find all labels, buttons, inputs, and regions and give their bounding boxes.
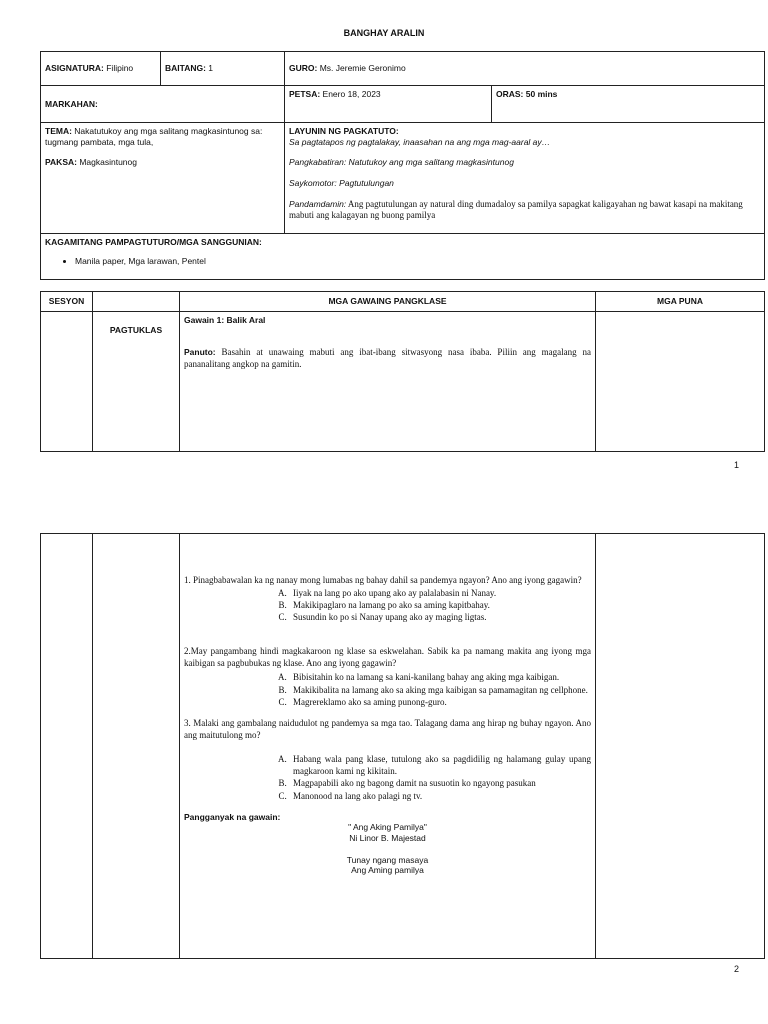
- asignatura-cell: [41, 52, 161, 86]
- puna-cell: [596, 312, 765, 452]
- baitang-value: 1: [205, 63, 214, 74]
- question-2-option-a: A. Bibisitahin ko na lamang sa kani-kanilang bahay ang aking mga kaibigan.: [289, 671, 591, 683]
- layunin-label: LAYUNIN NG PAGKATUTO:: [289, 126, 399, 136]
- layunin-cell: [285, 123, 765, 234]
- document-title: BANGHAY ARALIN: [343, 28, 425, 38]
- baitang-label: BAITANG:: [165, 63, 206, 74]
- question-2-option-b: B. Makikibalita na lamang ako sa aking mga kaibigan sa pamamagitan ng cellphone.: [289, 684, 591, 696]
- markahan-label: MARKAHAN:: [45, 98, 98, 109]
- header-info-table: [40, 51, 765, 280]
- pandamdamin-label: Pandamdamin:: [289, 198, 347, 209]
- paksa-label: PAKSA:: [45, 157, 77, 168]
- lesson-table-page1: [40, 291, 765, 452]
- question-3-option-a: A. Habang wala pang klase, tutulong ako sa pagdidilig ng halamang gulay upang magkaroon kami ng kikitain.: [289, 753, 591, 777]
- gawain1-title: Gawain 1: Balik Aral: [184, 315, 266, 325]
- question-1-option-b: B. Makikipaglaro na lamang po ako sa aming kapitbahay.: [289, 600, 591, 612]
- question-3-options: [184, 753, 591, 802]
- asignatura-value: Filipino: [103, 63, 134, 74]
- kagamitan-cell: [41, 234, 765, 280]
- asignatura-label: ASIGNATURA:: [45, 63, 104, 74]
- oras-label: ORAS: 50 mins: [496, 89, 558, 99]
- page-number-2: 2: [734, 964, 740, 974]
- sesyon-cell-2: [41, 534, 93, 959]
- kagamitan-label: KAGAMITANG PAMPAGTUTURO/MGA SANGGUNIAN:: [45, 237, 262, 247]
- puna-cell-2: [596, 534, 765, 959]
- header-empty: [93, 292, 180, 312]
- header-gawain: MGA GAWAING PANGKLASE: [180, 292, 596, 312]
- paksa-value: Magkasintunog: [76, 157, 137, 168]
- panuto-text: Basahin at unawaing mabuti ang ibat-ibang sitwasyong nasa ibaba. Piliin ang magalang na pananalitang angkop na gamitin.: [184, 346, 591, 370]
- pagtuklas-label: PAGTUKLAS: [93, 312, 180, 452]
- kagamitan-item: • Manila paper, Mga larawan, Pentel: [75, 256, 760, 267]
- petsa-cell: [285, 86, 492, 123]
- pandamdamin-text: Ang pagtutulungan ay natural ding dumadaloy sa pamilya sapagkat kaligayahan ng bawat kasapi na makitang mabuti ang kalagayan ng buong pamilya: [289, 198, 743, 221]
- page-number-1: 1: [734, 460, 740, 470]
- guro-value: Ms. Jeremie Geronimo: [317, 63, 406, 74]
- poem-line-2: Ang Aming pamilya: [351, 865, 424, 876]
- question-2: 2.May pangambang hindi magkakaroon ng klase sa eskwelahan. Sabik ka pa namang makita ang iyong mga kaibigan sa pagbubukas ng klase. Ano ang iyong gagawin?: [184, 646, 591, 669]
- question-1: 1. Pinagbabawalan ka ng nanay mong lumabas ng bahay dahil sa pandemya ngayon? Ano ang iyong gagawin?: [184, 575, 582, 585]
- question-3-option-c: C. Manonood na lang ako palagi ng tv.: [289, 790, 591, 802]
- gawain-cell: [180, 312, 596, 452]
- question-1-options: [184, 588, 591, 623]
- layunin-saykomotor: Saykomotor: Pagtutulungan: [289, 177, 394, 188]
- question-2-options: [184, 671, 591, 707]
- layunin-intro: Sa pagtatapos ng pagtalakay, inaasahan na ang mga mag-aaral ay…: [289, 136, 551, 147]
- gawain-cell-2: [180, 534, 596, 959]
- question-2-option-c: C. Magrereklamo ako sa aming punong-guro.: [289, 696, 591, 708]
- baitang-cell: [161, 52, 285, 86]
- petsa-value: Enero 18, 2023: [320, 89, 381, 99]
- tema-paksa-cell: [41, 123, 285, 234]
- guro-cell: [285, 52, 765, 86]
- header-sesyon: SESYON: [41, 292, 93, 312]
- pangganyak-label: Pangganyak na gawain:: [184, 811, 281, 822]
- tema-label: TEMA:: [45, 126, 72, 136]
- tema-value: Nakatutukoy ang mga salitang magkasintunog sa: tugmang pambata, mga tula,: [45, 126, 263, 147]
- guro-label: GURO:: [289, 63, 318, 74]
- lesson-table-page2: [40, 533, 765, 959]
- poem-author: Ni Linor B. Majestad: [349, 833, 426, 843]
- poem-title: " Ang Aking Pamilya": [348, 822, 427, 833]
- markahan-cell: [41, 86, 285, 123]
- oras-cell: [492, 86, 765, 123]
- petsa-label: PETSA:: [289, 89, 321, 99]
- label-cell-2: [93, 534, 180, 959]
- question-1-option-a: A. Iiyak na lang po ako upang ako ay palalabasin ni Nanay.: [289, 588, 591, 600]
- question-1-option-c: C. Susundin ko po si Nanay upang ako ay maging ligtas.: [289, 612, 591, 624]
- header-puna: MGA PUNA: [596, 292, 765, 312]
- layunin-pangkabatiran: Pangkabatiran: Natutukoy ang mga salitang magkasintunog: [289, 157, 514, 168]
- question-3-option-b: B. Magpapabili ako ng bagong damit na susuotin ko ngayong pasukan: [289, 777, 591, 789]
- question-3: 3. Malaki ang gambalang naidudulot ng pandemya sa mga tao. Talagang dama ang hirap ng buhay ngayon. Ano ang maitutulong mo?: [184, 717, 591, 741]
- poem-line-1: Tunay ngang masaya: [346, 854, 429, 865]
- panuto-label: Panuto:: [184, 346, 216, 357]
- sesyon-cell: [41, 312, 93, 452]
